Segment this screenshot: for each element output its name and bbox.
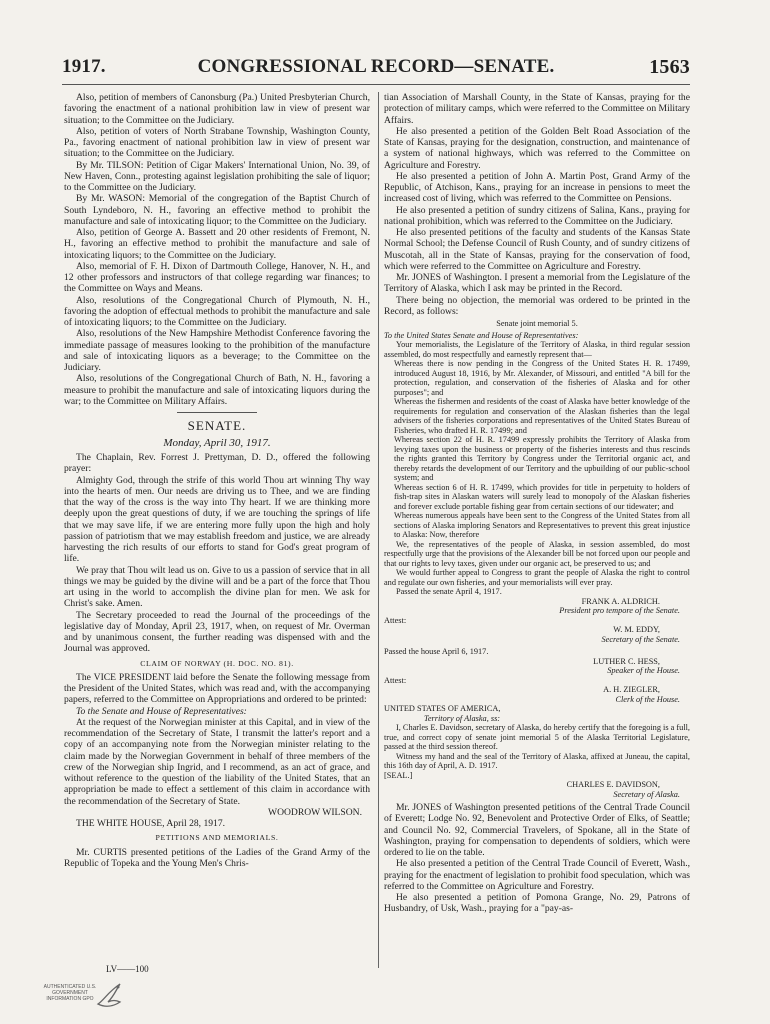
memorial-paragraph: Your memorialists, the Legislature of the Territory of Alaska, in third regular session assembled, do most respectfully and earnestly represent that— <box>384 340 690 359</box>
whereas-clause: Whereas the fishermen and residents of the coast of Alaska have better knowledge of the requirements for regulation and conservation of the Alaskan fisheries than the legal advisers of the fisheries corporations and representatives of the United States Bureau of Fisheries, who drafted H. R. 17499; and <box>394 397 690 435</box>
page-number: 1563 <box>649 56 690 78</box>
usa-line: UNITED STATES OF AMERICA, <box>384 704 501 713</box>
seal-mark: [SEAL.] <box>384 770 413 780</box>
paragraph: At the request of the Norwegian minister at this Capital, and in view of the recommendation of the Secretary of State, I transmit the latter's report and a copy of an accompanying note from the Norwegian minister relating to the claim made by the Norwegian Government in behalf of three members of the crew of the Norwegian ship Ingrid, and I recommend, as an act of grace, and without reference to the question of the liability of the United States, that an appropriation be made to effect a settlement of this claim in accordance with the recommendation of the Secretary of State. <box>64 716 370 807</box>
passed-house: Passed the house April 6, 1917. <box>384 647 489 656</box>
header-year: 1917. <box>62 56 106 77</box>
signature-hess: LUTHER C. HESS, <box>593 656 660 666</box>
paragraph: tian Association of Marshall County, in the State of Kansas, praying for the protection of military camps, which were referred to the Committee on Military Affairs. <box>384 92 690 126</box>
paragraph: He also presented a petition of the Central Trade Council of Everett, Wash., praying for the enactment of legislation to prohibit food speculation, which was referred to the Committee on Agriculture and Forestry. <box>384 858 690 892</box>
whereas-clauses <box>384 359 690 540</box>
signature-ziegler: A. H. ZIEGLER, <box>603 685 660 694</box>
left-column <box>64 92 370 972</box>
witness: Witness my hand and the seal of the Territory of Alaska, affixed at Juneau, the capital, this 16th day of April, A. D. 1917. <box>384 751 690 770</box>
prayer-paragraph: We pray that Thou wilt lead us on. Give to us a passion of service that in all things we may be guided by the divine will and be a part of the force that Thou art using in the world to accomplish the divine plan for men. We ask for Christ's sake. Amen. <box>64 564 370 610</box>
paragraph: He also presented a petition of sundry citizens of Salina, Kans., praying for national prohibition, which was referred to the Committee on the Judiciary. <box>384 204 690 227</box>
memorial-paragraph: We would further appeal to Congress to grant the people of Alaska the right to control and regulate our own fisheries, and your memorialists will ever pray. <box>384 568 690 587</box>
title-davidson: Secretary of Alaska. <box>613 789 680 799</box>
column-divider <box>378 92 379 968</box>
signer: WOODROW WILSON. <box>268 806 362 818</box>
paragraph: By Mr. WASON: Memorial of the congregation of the Baptist Church of South Lyndeboro, N. H., favoring an effective method to prohibit the manufacture and sale of intoxicating liquor; to the Committee on the Judiciary. <box>64 193 370 227</box>
eagle-icon <box>94 978 128 1012</box>
paragraph: He also presented a petition of the Golden Belt Road Association of the State of Kansas, praying for the designation, construction, and maintenance of a system of national highways, which was referred to the Committee on Agriculture and Forestry. <box>384 125 690 171</box>
date-line: Monday, April 30, 1917. <box>163 437 271 449</box>
paragraph: Also, petition of George A. Bassett and 20 other residents of Fremont, N. H., favoring an effective method to prohibit the manufacture and sale of intoxicating liquors; to the Committee on the Judiciary. <box>64 227 370 261</box>
page-header <box>62 56 690 82</box>
petitions-heading: PETITIONS AND MEMORIALS. <box>155 833 279 843</box>
logo-text: AUTHENTICATED U.S. GOVERNMENT INFORMATION GPO <box>43 984 97 1002</box>
signature-mark: LV——100 <box>106 964 149 974</box>
attest-label: Attest: <box>384 615 407 625</box>
right-column <box>384 92 690 972</box>
header-title: CONGRESSIONAL RECORD—SENATE. <box>197 56 555 77</box>
title-ziegler: Clerk of the House. <box>615 694 680 704</box>
paragraph: The Chaplain, Rev. Forrest J. Prettyman, D. D., offered the following prayer: <box>64 452 370 475</box>
whereas-clause: Whereas there is now pending in the Congress of the United States H. R. 17499, introduced August 18, 1916, by Mr. Alexander, of Missouri, and entitled "A bill for the protection, regulation, and conservation of the fisheries of Alaska and for other purposes"; and <box>394 359 690 397</box>
paragraph: Mr. JONES of Washington. I present a memorial from the Legislature of the Territory of Alaska, which I ask may be printed in the Record. <box>384 272 690 295</box>
certification: I, Charles E. Davidson, secretary of Alaska, do hereby certify that the foregoing is a full, true, and correct copy of senate joint memorial 5 of the Alaska Territorial Legislature, passed at the third session thereof. <box>384 723 690 751</box>
signature-aldrich: FRANK A. ALDRICH. <box>581 596 660 606</box>
paragraph: By Mr. TILSON: Petition of Cigar Makers' International Union, No. 39, of New Haven, Conn., protesting against legislation prohibiting the sale of liquor; to the Committee on the Judiciary. <box>64 159 370 193</box>
passed-senate: Passed the senate April 4, 1917. <box>396 587 502 596</box>
whereas-clause: Whereas section 6 of H. R. 17499, which provides for title in perpetuity to holders of fish-trap sites in Alaskan waters will surely lead to monopoly of the Alaskan fisheries and forever exclude portable fishing gear from certain sections of our tidewater; and <box>394 482 690 511</box>
title-hess: Speaker of the House. <box>607 666 680 675</box>
territory-line: Territory of Alaska, ss: <box>424 713 501 723</box>
paragraph: There being no objection, the memorial was ordered to be printed in the Record, as follows: <box>384 294 690 317</box>
paragraph: The Secretary proceeded to read the Journal of the proceedings of the legislative day of Monday, April 23, 1917, when, on request of Mr. Overman and by unanimous consent, the further reading was dispensed with and the Journal was approved. <box>64 609 370 655</box>
paragraph: Also, memorial of F. H. Dixon of Dartmouth College, Hanover, N. H., and 12 other professors and instructors of that college regarding war finances; to the Committee on Ways and Means. <box>64 260 370 295</box>
title-eddy: Secretary of the Senate. <box>601 634 680 644</box>
section-rule <box>177 412 257 413</box>
prayer-paragraph: Almighty God, through the strife of this world Thou art winning Thy way into the hearts of men. Our needs are driving us to Thee, and we are finding that the way of the cross is the way into Thy heart. If we are thinking more deeply upon the great questions of duty, if we are touching the springs of life that we may save life, if we are entering more fully upon the high and holy passion of patriotism that we may establish freedom and justice, we are already harvesting the rich results of our efforts to stand for God's great program of life. <box>64 474 370 565</box>
whereas-clause: Whereas section 22 of H. R. 17499 expressly prohibits the Territory of Alaska from levying taxes upon the business or property of the fisheries interests and thus rescinds the rights granted this Territory by Congress under the Territorial organic act, and thereby retards the development of our Territory and the upbuilding of our public-school system; and <box>394 435 690 482</box>
senate-heading: SENATE. <box>187 418 247 433</box>
paragraph: He also presented a petition of John A. Martin Post, Grand Army of the Republic, of Atchison, Kans., praying for an increase in pensions to meet the increased cost of living, which was referred to the Committee on Pensions. <box>384 170 690 205</box>
memorial-paragraph: We, the representatives of the people of Alaska, in session assembled, do most respectfully urge that the provisions of the Alexander bill be not forced upon our people and that our rights to levy taxes, given under our organic act, be preserved to us; and <box>384 539 690 568</box>
paragraph: The VICE PRESIDENT laid before the Senate the following message from the President of the United States, which was read and, with the accompanying papers, referred to the Committee on Appropriations and ordered to be printed: <box>64 671 370 706</box>
paragraph: Also, resolutions of the Congregational Church of Bath, N. H., favoring a measure to prohibit the manufacture and sale of intoxicating liquors during the war; to the Committee on Military Affairs. <box>64 373 370 407</box>
salutation: To the Senate and House of Representatives: <box>76 705 247 717</box>
claim-heading: CLAIM OF NORWAY (H. DOC. NO. 81). <box>140 658 294 668</box>
paragraph: Also, resolutions of the Congregational Church of Plymouth, N. H., favoring the adoption of effectual methods to prohibit the manufacture and sale of intoxicating liquors; to the Committee on the Judiciary. <box>64 294 370 328</box>
signature-eddy: W. M. EDDY, <box>613 625 660 634</box>
paragraph: Also, petition of members of Canonsburg (Pa.) United Presbyterian Church, favoring the enactment of a national prohibition law in view of present war situation; to the Committee on the Judiciary. <box>64 92 370 126</box>
header-rule <box>62 84 690 85</box>
memorial-title: Senate joint memorial 5. <box>496 319 578 328</box>
paragraph: Also, petition of voters of North Strabane Township, Washington County, Pa., favoring enactment of national prohibition law in view of present war situation; to the Committee on the Judiciary. <box>64 125 370 160</box>
whereas-clause: Whereas numerous appeals have been sent to the Congress of the United States from all sections of Alaska imploring Senators and Representatives to prevent this great injustice to Alaska: Now, therefore <box>394 511 690 539</box>
paragraph: He also presented a petition of Pomona Grange, No. 29, Patrons of Husbandry, of Usk, Wash., praying for a "pay-as- <box>384 892 690 915</box>
gpo-authentication-logo <box>42 978 132 1014</box>
paragraph: Also, resolutions of the New Hampshire Methodist Conference favoring the immediate passage of measures looking to the prohibition of the manufacture and sale of intoxicating liquors as a beverage; to the Committee on the Judiciary. <box>64 328 370 373</box>
signature-davidson: CHARLES E. DAVIDSON, <box>566 780 660 789</box>
attest-label: Attest: <box>384 675 407 685</box>
paragraph: Mr. JONES of Washington presented petitions of the Central Trade Council of Everett; Lodge No. 92, Benevolent and Protective Order of Elks, of Seattle; and Council No. 92, Commercial Travelers, of Spokane, all in the State of Washington, praying for compensation to dependents of soldiers, which were ordered to lie on the table. <box>384 802 690 858</box>
paragraph: Mr. CURTIS presented petitions of the Ladies of the Grand Army of the Republic of Topeka and the Young Men's Chris- <box>64 846 370 869</box>
memorial-address: To the United States Senate and House of Representatives: <box>384 330 579 340</box>
paragraph: He also presented petitions of the faculty and students of the Kansas State Normal School; the Defense Council of Rush County, and of sundry citizens of Muscotah, all in the State of Kansas, praying for the conservation of food, which were referred to the Committee on Agriculture and Forestry. <box>384 227 690 272</box>
title-aldrich: President pro tempore of the Senate. <box>559 606 680 615</box>
white-house-line: THE WHITE HOUSE, April 28, 1917. <box>76 818 226 829</box>
